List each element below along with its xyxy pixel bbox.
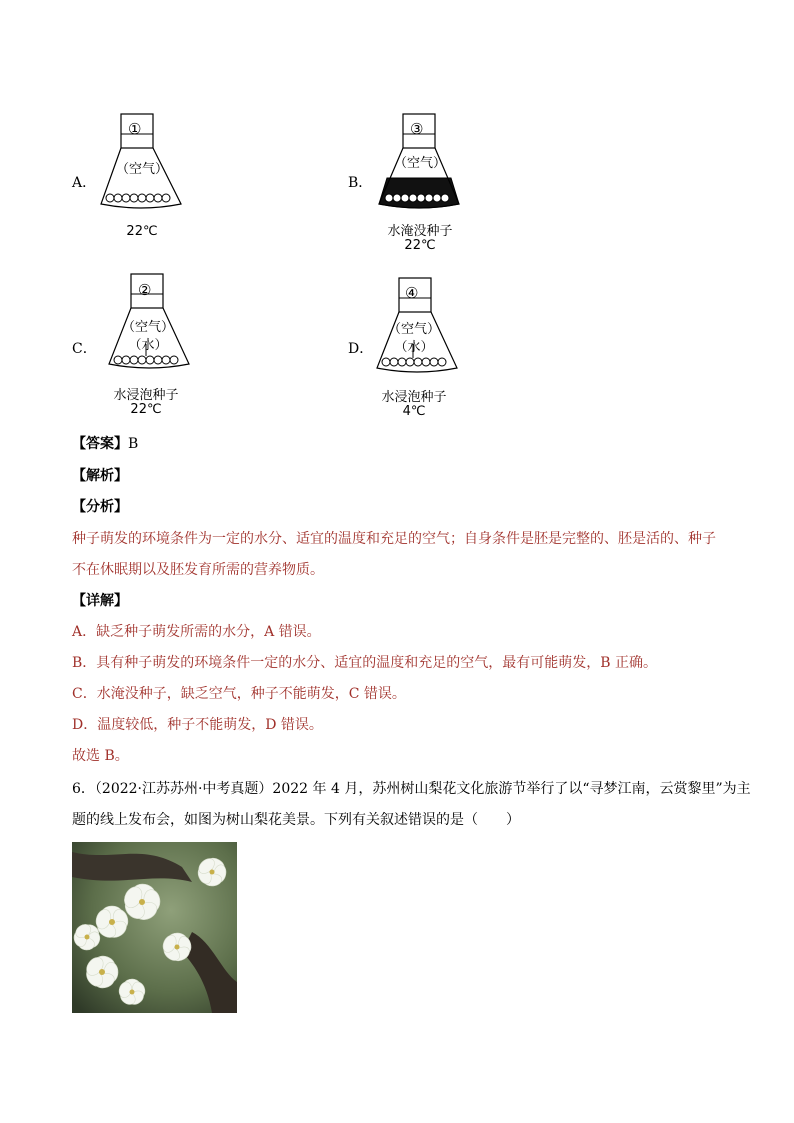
- question6-line1: 6．（2022·江苏苏州·中考真题）2022 年 4 月，苏州树山梨花文化旅游节举行了以“寻梦江南，云赏黎里”为主: [72, 781, 751, 797]
- flask-d-number: ④: [405, 284, 419, 302]
- flask-d-air: （空气）: [387, 322, 440, 337]
- option-a-letter: A．: [72, 175, 97, 191]
- option-b-letter: B．: [348, 175, 373, 191]
- detail-b: B．具有种子萌发的环境条件一定的水分、适宜的温度和充足的空气，最有可能萌发，B 正确。: [72, 655, 658, 671]
- pear-blossom-image: [72, 842, 237, 1013]
- detail-c: C．水淹没种子，缺乏空气，种子不能萌发，C 错误。: [72, 686, 406, 702]
- flask-b-air: （空气）: [393, 156, 446, 171]
- flask-b-temp: 22℃: [404, 238, 436, 253]
- pear-blossom-photo: [72, 842, 237, 1013]
- flask-c-air: （空气）: [121, 320, 174, 335]
- flask-b-number: ③: [410, 120, 424, 138]
- answer-value: B: [128, 436, 139, 452]
- flask-c-caption: 水浸泡种子: [113, 388, 179, 403]
- flask-a-number: ①: [128, 120, 142, 138]
- xiangjie-label: 【详解】: [72, 593, 128, 609]
- flask-b-caption: 水淹没种子: [387, 224, 453, 239]
- detail-a: A．缺乏种子萌发所需的水分，A 错误。: [72, 624, 321, 640]
- option-c-letter: C．: [72, 341, 97, 357]
- flask-c-number: ②: [138, 281, 152, 299]
- option-d-letter: D．: [348, 341, 374, 357]
- flask-d-caption: 水浸泡种子: [381, 390, 447, 405]
- flask-d-water: （水）: [394, 340, 434, 355]
- detail-d: D．温度较低，种子不能萌发，D 错误。: [72, 717, 323, 733]
- answer-line: [72, 434, 138, 454]
- flask-c-temp: 22℃: [130, 402, 162, 417]
- fenxi-label: 【分析】: [72, 499, 128, 515]
- flask-a-temp: 22℃: [126, 224, 158, 239]
- fenxi-text-line1: 种子萌发的环境条件为一定的水分、适宜的温度和充足的空气；自身条件是胚是完整的、胚是活的、种子: [72, 531, 716, 547]
- answer-label: 【答案】: [72, 436, 128, 452]
- conclusion: 故选 B。: [72, 748, 129, 764]
- fenxi-text-line2: 不在休眠期以及胚发育所需的营养物质。: [72, 562, 324, 578]
- flask-d-temp: 4℃: [402, 404, 426, 419]
- flask-c-water: （水）: [128, 338, 168, 353]
- flask-a-air: （空气）: [115, 162, 168, 177]
- question6-line2: 题的线上发布会，如图为树山梨花美景。下列有关叙述错误的是（ ）: [72, 812, 520, 828]
- jiexi-label: 【解析】: [72, 468, 128, 484]
